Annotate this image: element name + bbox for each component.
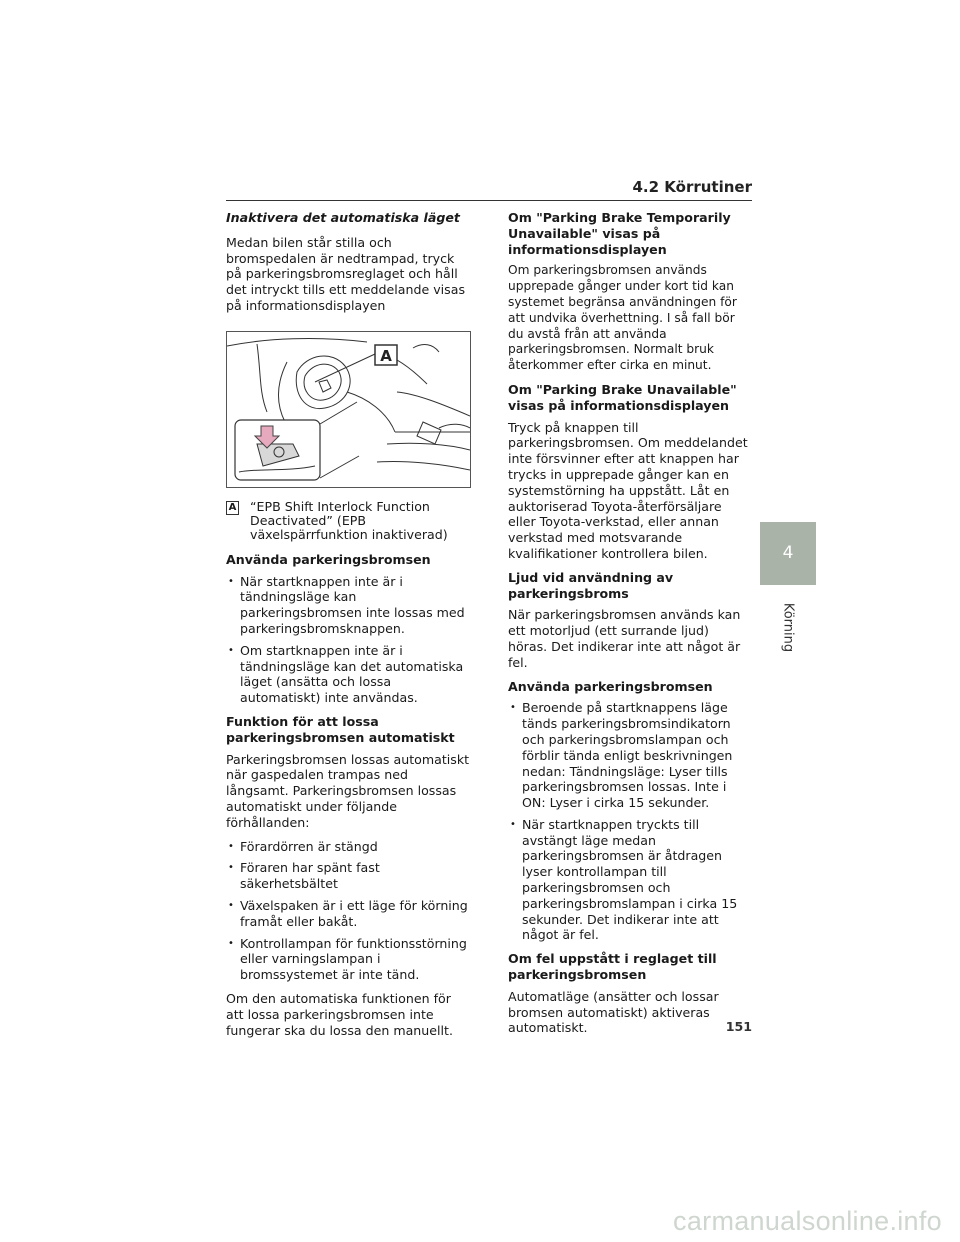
heading-disable-auto: Inaktivera det automatiska läget — [226, 210, 460, 225]
heading-temporarily-unavailable: Om "Parking Brake Temporarily Unavailable" visas på informationsdisplayen — [508, 210, 731, 257]
list-item: • När startknappen tryckts till avstängt läge medan parkeringsbromsen är åtdragen lyser kontrollampan till parkeringsbromsen och parkeringsbromslampan i cirka 15 sekunder. Det indikerar inte att något är fel. — [508, 817, 752, 943]
section-title: 4.2 Körrutiner — [632, 178, 752, 196]
use-brake-list — [226, 574, 470, 706]
figure-caption — [226, 500, 470, 542]
use-brake-right-list — [508, 700, 752, 943]
chapter-label-text: Körning — [780, 602, 796, 653]
sound-body: När parkeringsbromsen används kan ett motorljud (ett surrande ljud) höras. Det indikerar inte att något är fel. — [508, 607, 741, 670]
disable-auto-intro: Medan bilen står stilla och bromspedalen är nedtrampad, tryck på parkeringsbromsreglaget och håll det intryckt tills ett meddelande visas på informationsdisplayen — [226, 234, 466, 313]
heading-auto-release: Funktion för att lossa parkeringsbromsen automatiskt — [226, 713, 455, 745]
heading-use-brake-right: Använda parkeringsbromsen — [508, 678, 713, 694]
page-header — [226, 178, 752, 201]
switch-fault-body: Automatläge (ansätter och lossar bromsen automatiskt) aktiveras automatiskt. — [508, 988, 719, 1036]
heading-use-brake: Använda parkeringsbromsen — [226, 551, 431, 567]
right-column — [508, 210, 752, 1044]
auto-release-intro: Parkeringsbromsen lossas automatiskt när gaspedalen trampas ned långsamt. Parkeringsbromsen lossas automatiskt under följande förhållanden: — [226, 751, 470, 830]
watermark: carmanualsonline.info — [673, 1206, 942, 1236]
heading-unavailable: Om "Parking Brake Unavailable" visas på informationsdisplayen — [508, 381, 737, 413]
page-number: 151 — [725, 1019, 752, 1034]
list-item: • Växelspaken är i ett läge för körning framåt eller bakåt. — [226, 898, 470, 930]
list-item: • Föraren har spänt fast säkerhetsbältet — [226, 860, 470, 892]
dashboard-drawing — [227, 332, 470, 487]
temporarily-unavailable-body: Om parkeringsbromsen används upprepade gånger under kort tid kan systemet begränsa användningen för att undvika överhettning. I så fall bör du avstå från att använda parkeringsbromsen. Normalt bruk återkommer efter cirka en minut. — [508, 263, 737, 373]
figure-label-a: A — [380, 346, 392, 365]
heading-switch-fault: Om fel uppstått i reglaget till parkeringsbromsen — [508, 951, 717, 983]
list-item: • Beroende på startknappens läge tänds parkeringsbromsindikatorn och parkeringsbromslampan och förblir tända enligt beskrivningen nedan: Tändningsläge: Lyser tills parkeringsbromsen lossas. Inte i ON: Lyser i cirka 15 sekunder. — [508, 700, 752, 811]
unavailable-body: Tryck på knappen till parkeringsbromsen. Om meddelandet inte försvinner efter att knappen har trycks in upprepade gånger kan en systemstörning ha uppstått. Låt en auktoriserad Toyota-återförsäljare eller Toyota-verkstad, eller annan verkstad med motsvarande kvalifikationer kontrollera bilen. — [508, 419, 748, 561]
auto-release-outro: Om den automatiska funktionen för att lossa parkeringsbromsen inte fungerar ska du lossa den manuellt. — [226, 990, 453, 1038]
list-item: • Förardörren är stängd — [226, 839, 470, 855]
auto-release-list — [226, 839, 470, 983]
list-item: • Kontrollampan för funktionsstörning eller varningslampan i bromssystemet är inte tänd. — [226, 936, 470, 983]
left-column — [226, 210, 470, 1046]
caption-badge: A — [226, 501, 239, 515]
caption-text: “EPB Shift Interlock Function Deactivated” (EPB växelspärrfunktion inaktiverad) — [250, 498, 448, 542]
list-item: • Om startknappen inte är i tändningsläge kan det automatiska läget (ansätta och lossa automatiskt) inte användas. — [226, 643, 470, 706]
parking-brake-illustration — [226, 331, 471, 488]
chapter-label — [773, 590, 803, 670]
list-item: • När startknappen inte är i tändningsläge kan parkeringsbromsen inte lossas med parkeringsbromsknappen. — [226, 574, 470, 637]
heading-sound: Ljud vid användning av parkeringsbroms — [508, 569, 674, 601]
chapter-tab: 4 — [760, 522, 816, 585]
